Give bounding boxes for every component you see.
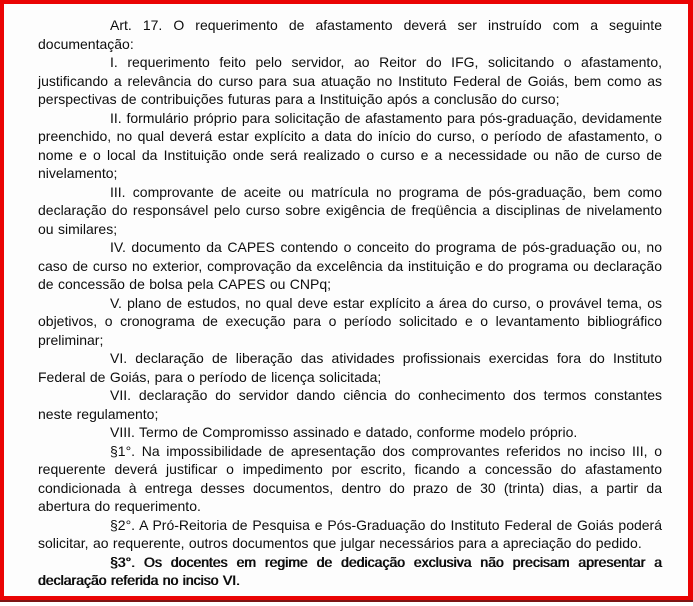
paragraph-inciso-ii: II. formulário próprio para solicitação de afastamento para pós-graduação, devidamente preenchido, no qual deverá estar explícito a data do início do curso, o período de afastamento, o nome e o local da Instituição onde será realizado o curso e a necessidade ou não de curso de nivelamento; <box>38 109 662 181</box>
paragraph-inciso-iii: III. comprovante de aceite ou matrícula no programa de pós-graduação, bem como declaração do responsável pelo curso sobre exigência de freqüência a disciplinas de nivelamento ou similares; <box>38 183 662 237</box>
paragraph-par-1: §1°. Na impossibilidade de apresentação dos comprovantes referidos no inciso III, o requerente deverá justificar o impedimento por escrito, ficando a concessão do afastamento condicionada à entrega desses documentos, dentro do prazo de 30 (trinta) dias, a partir da abertura do requerimento. <box>38 442 662 514</box>
paragraph-par-3: §3°. Os docentes em regime de dedicação exclusiva não precisam apresentar a declaração referida no inciso VI. <box>38 553 662 588</box>
paragraph-inciso-vi: VI. declaração de liberação das atividades profissionais exercidas fora do Instituto Federal de Goiás, para o período de licença solicitada; <box>38 350 662 385</box>
paragraph-inciso-iv: IV. documento da CAPES contendo o conceito do programa de pós-graduação ou, no caso de curso no exterior, comprovação da excelência da instituição e do programa ou declaração de concessão de bolsa pela CAPES ou CNPq; <box>38 239 662 292</box>
paragraph-inciso-viii: VIII. Termo de Compromisso assinado e datado, conforme modelo próprio. <box>110 424 578 440</box>
paragraph-inciso-v: V. plano de estudos, no qual deve estar explícito a área do curso, o provável tema, os objetivos, o cronograma de execução para o período solicitado e o levantamento bibliográfico preliminar; <box>38 294 662 348</box>
document-body <box>4 4 688 596</box>
paragraph-inciso-i: I. requerimento feito pelo servidor, ao Reitor do IFG, solicitando o afastamento, justificando a relevância do curso para sua atuação no Instituto Federal de Goiás, bem como as perspectivas de contribuições futuras para a Instituição após a conclusão do curso; <box>38 54 662 107</box>
paragraph-par-2: §2°. A Pró-Reitoria de Pesquisa e Pós-Graduação do Instituto Federal de Goiás poderá solicitar, ao requerente, outros documentos que julgar necessários para a apreciação do pedido. <box>38 516 662 551</box>
paragraph-inciso-vii: VII. declaração do servidor dando ciência do conhecimento dos termos constantes neste regulamento; <box>38 387 662 422</box>
paragraph-art-17: Art. 17. O requerimento de afastamento deverá ser instruído com a seguinte documentação: <box>38 17 662 52</box>
